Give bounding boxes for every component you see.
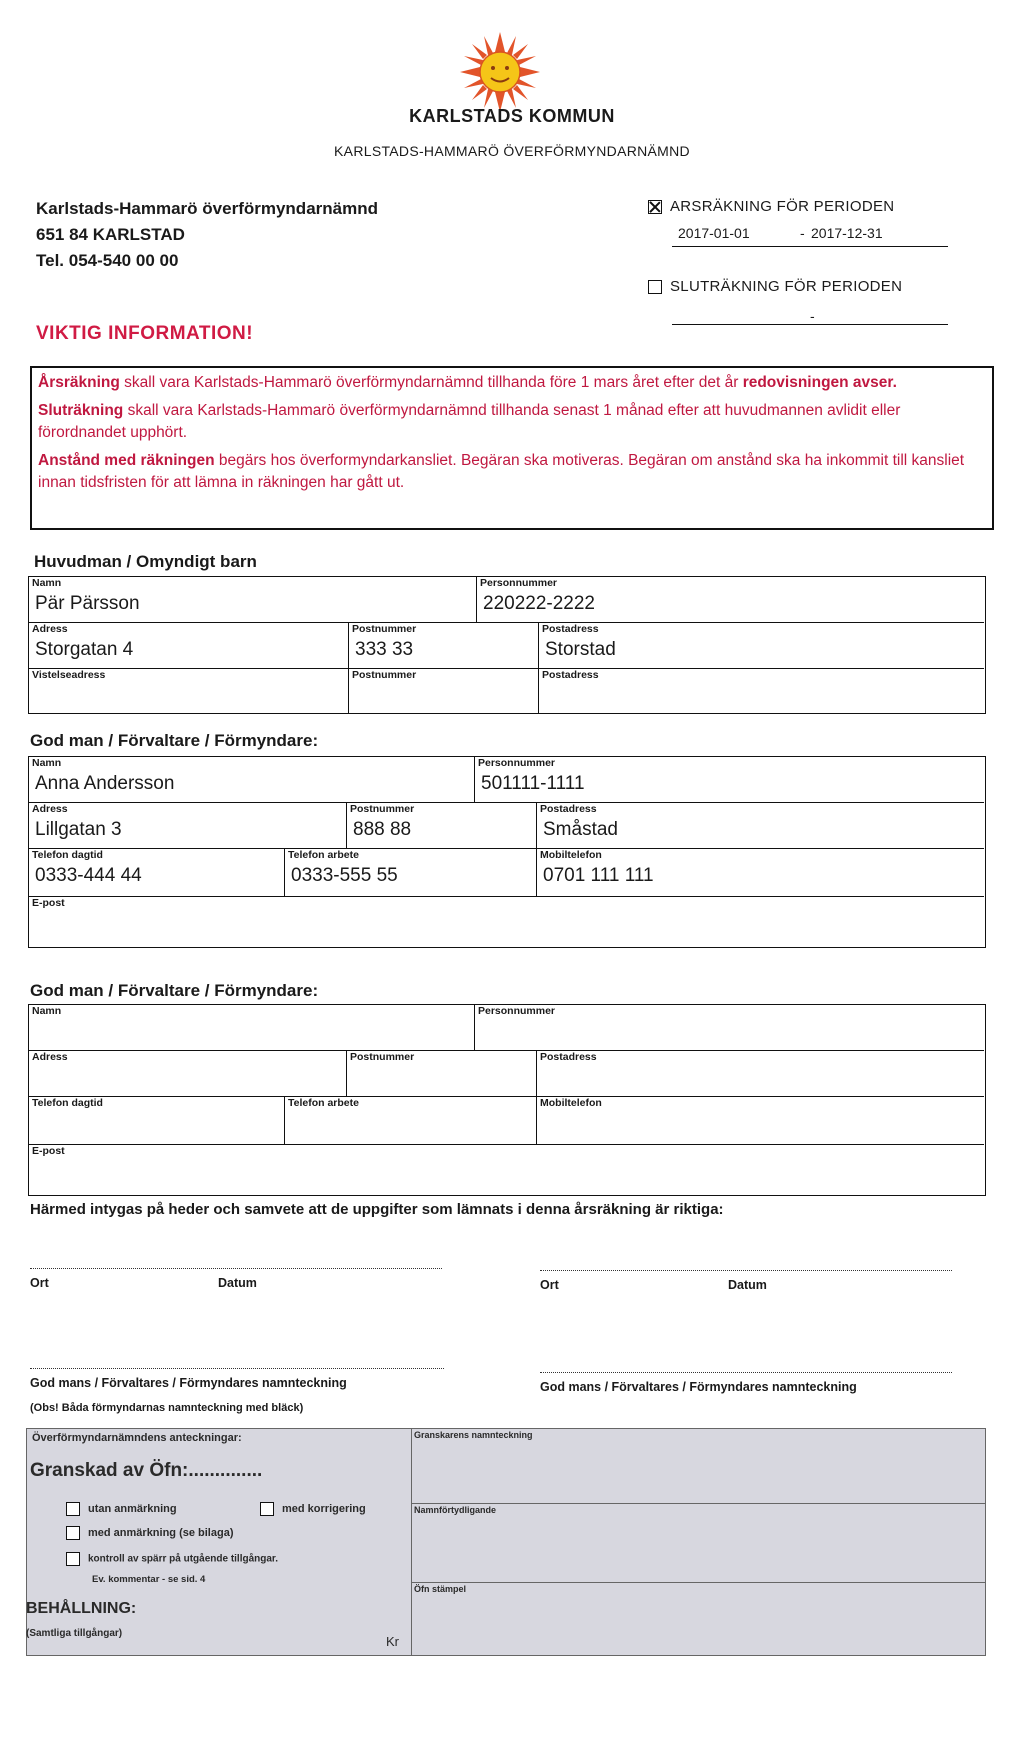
info-text: begärs hos överformyndarkansliet. Begäran ska motiveras. Begäran om anstånd ska ha inkommit till kansliet innan tidsfristen för att lämna in räkningen har gått ut. <box>38 452 965 491</box>
arsrakning-option[interactable] <box>648 198 894 216</box>
postnummer2-field[interactable] <box>349 669 539 713</box>
org-name: KARLSTADS KOMMUN <box>409 106 615 126</box>
field-value: 888 88 <box>353 819 412 840</box>
adress-field[interactable] <box>29 623 349 669</box>
field-label: Postadress <box>542 669 599 681</box>
med-korr-label: med korrigering <box>282 1502 366 1515</box>
field-value: Småstad <box>543 819 618 840</box>
godman1-heading: God man / Förvaltare / Förmyndare: <box>30 731 319 750</box>
field-label: Namn <box>32 757 62 769</box>
postnummer-field[interactable] <box>349 623 539 669</box>
arsrakning-to[interactable]: 2017-12-31 <box>811 225 883 241</box>
telefon-arbete-field[interactable] <box>285 1097 537 1145</box>
namn-field[interactable] <box>29 1005 475 1051</box>
slutrakning-checkbox[interactable] <box>648 280 662 294</box>
postadress-field[interactable] <box>537 803 984 849</box>
field-label: Adress <box>32 803 68 815</box>
important-heading: VIKTIG INFORMATION! <box>36 323 254 344</box>
arsrakning-label: ARSRÄKNING FÖR PERIODEN <box>670 198 895 215</box>
ort-label: Ort <box>30 1276 49 1290</box>
field-value: Storgatan 4 <box>35 639 134 660</box>
godman2-grid <box>28 1004 986 1196</box>
godman2-heading: God man / Förvaltare / Förmyndare: <box>30 981 319 1000</box>
org-subtitle: KARLSTADS-HAMMARÖ ÖVERFÖRMYNDARNÄMND <box>334 143 690 159</box>
utan-label: utan anmärkning <box>88 1502 177 1515</box>
arsrakning-checkbox[interactable] <box>648 200 662 214</box>
field-label: Telefon arbete <box>288 1097 359 1109</box>
ofn-stampel-label: Öfn stämpel <box>414 1584 467 1594</box>
namn-field[interactable] <box>29 757 475 803</box>
field-label: Personnummer <box>480 577 558 589</box>
field-label: Mobiltelefon <box>540 849 602 861</box>
granskad-label: Granskad av Öfn:.............. <box>30 1460 263 1481</box>
utan-checkbox[interactable] <box>66 1502 80 1516</box>
field-label: Vistelseadress <box>32 669 106 681</box>
kontroll-checkbox[interactable] <box>66 1552 80 1566</box>
mobiltelefon-field[interactable] <box>537 849 984 897</box>
godman1-grid <box>28 756 986 948</box>
period-separator: - <box>800 225 805 241</box>
ort-label: Ort <box>540 1278 559 1292</box>
huvudman-grid <box>28 576 986 714</box>
postnummer-field[interactable] <box>347 803 537 849</box>
kr-label: Kr <box>386 1634 399 1649</box>
granskarens-label: Granskarens namnteckning <box>414 1430 533 1440</box>
field-label: Postnummer <box>350 1051 415 1063</box>
important-info-box <box>30 366 994 530</box>
vistelseadress-field[interactable] <box>29 669 349 713</box>
info-bold: Anstånd med räkningen <box>38 452 215 469</box>
kommentar-note: Ev. kommentar - se sid. 4 <box>92 1574 206 1585</box>
adress-field[interactable] <box>29 1051 347 1097</box>
med-korr-checkbox[interactable] <box>260 1502 274 1516</box>
postadress-field[interactable] <box>537 1051 984 1097</box>
antackningar-label: Överförmyndarnämndens anteckningar: <box>32 1432 242 1444</box>
kontroll-option[interactable] <box>66 1552 278 1566</box>
address-line: 651 84 KARLSTAD <box>36 225 185 244</box>
utan-option[interactable] <box>66 1502 177 1516</box>
med-anm-label: med anmärkning (se bilaga) <box>88 1526 234 1539</box>
signature-label: God mans / Förvaltares / Förmyndares namnteckning <box>540 1380 857 1394</box>
field-value: Lillgatan 3 <box>35 819 122 840</box>
field-label: Postadress <box>542 623 599 635</box>
info-bold: redovisningen avser. <box>742 374 897 391</box>
field-label: Telefon arbete <box>288 849 359 861</box>
obs-note: (Obs! Båda förmyndarnas namnteckning med bläck) <box>30 1402 304 1414</box>
slutrakning-option[interactable] <box>648 278 902 296</box>
field-value: 0333-555 55 <box>291 865 398 886</box>
ort-datum-line-right[interactable] <box>540 1270 952 1271</box>
epost-field[interactable] <box>29 1145 984 1194</box>
datum-label: Datum <box>728 1278 767 1292</box>
field-label: Personnummer <box>478 1005 556 1017</box>
behallning-label: BEHÅLLNING: <box>26 1600 137 1617</box>
field-label: E-post <box>32 897 65 909</box>
info-paragraph <box>38 372 986 394</box>
intyg-text: Härmed intygas på heder och samvete att de uppgifter som lämnats i denna årsräkning är riktiga: <box>30 1201 724 1218</box>
postadress2-field[interactable] <box>539 669 984 713</box>
med-korr-option[interactable] <box>260 1502 366 1516</box>
info-text: skall vara Karlstads-Hammarö överförmyndarnämnd tillhanda före 1 mars året efter det år <box>119 374 743 391</box>
info-text: skall vara Karlstads-Hammarö överförmyndarnämnd tillhanda senast 1 månad efter att huvudmannen avlidit eller förordnandet upphört. <box>38 402 901 441</box>
telefon-dagtid-field[interactable] <box>29 1097 285 1145</box>
namn-field[interactable] <box>29 577 477 623</box>
info-paragraph <box>38 450 986 494</box>
ofn-stampel-box[interactable] <box>411 1582 986 1656</box>
huvudman-heading: Huvudman / Omyndigt barn <box>34 552 257 571</box>
field-value: 220222-2222 <box>483 593 595 614</box>
field-label: Adress <box>32 1051 68 1063</box>
field-value: Storstad <box>545 639 616 660</box>
info-bold: Sluträkning <box>38 402 124 419</box>
info-bold: Årsräkning <box>38 374 120 391</box>
personnummer-field[interactable] <box>475 757 984 803</box>
mobiltelefon-field[interactable] <box>537 1097 984 1145</box>
med-anm-option[interactable] <box>66 1526 233 1540</box>
field-value: 0701 111 111 <box>543 865 654 886</box>
signature-label: God mans / Förvaltares / Förmyndares namnteckning <box>30 1376 347 1390</box>
field-label: Namn <box>32 577 62 589</box>
field-label: Postnummer <box>352 669 417 681</box>
field-label: Postadress <box>540 803 597 815</box>
slutrakning-label: SLUTRÄKNING FÖR PERIODEN <box>670 278 903 295</box>
field-value: 0333-444 44 <box>35 865 142 886</box>
field-label: Adress <box>32 623 68 635</box>
sun-logo-icon <box>460 32 540 112</box>
postadress-field[interactable] <box>539 623 984 669</box>
field-label: Mobiltelefon <box>540 1097 602 1109</box>
personnummer-field[interactable] <box>477 577 984 623</box>
field-label: Postnummer <box>352 623 417 635</box>
postnummer-field[interactable] <box>347 1051 537 1097</box>
datum-label: Datum <box>218 1276 257 1290</box>
behallning-sub: (Samtliga tillgångar) <box>26 1628 123 1639</box>
address-line: Karlstads-Hammarö överförmyndarnämnd <box>36 199 378 218</box>
info-paragraph <box>38 400 986 444</box>
slutrakning-underline[interactable] <box>672 324 948 325</box>
field-label: Postadress <box>540 1051 597 1063</box>
address-line: Tel. 054-540 00 00 <box>36 251 179 270</box>
med-anm-checkbox[interactable] <box>66 1526 80 1540</box>
arsrakning-from[interactable]: 2017-01-01 <box>678 225 750 241</box>
field-label: Telefon dagtid <box>32 849 103 861</box>
period-underline <box>672 246 948 247</box>
telefon-arbete-field[interactable] <box>285 849 537 897</box>
personnummer-field[interactable] <box>475 1005 984 1051</box>
signature-line-left[interactable] <box>30 1368 444 1369</box>
field-label: Personnummer <box>478 757 556 769</box>
field-label: Telefon dagtid <box>32 1097 103 1109</box>
telefon-dagtid-field[interactable] <box>29 849 285 897</box>
field-label: Postnummer <box>350 803 415 815</box>
field-value: Pär Pärsson <box>35 593 140 614</box>
signature-line-right[interactable] <box>540 1372 952 1373</box>
field-value: 333 33 <box>355 639 414 660</box>
namnfortydligande-label: Namnförtydligande <box>414 1505 497 1515</box>
field-label: Namn <box>32 1005 62 1017</box>
period-separator: - <box>810 308 815 324</box>
kontroll-label: kontroll av spärr på utgående tillgångar. <box>88 1553 279 1565</box>
adress-field[interactable] <box>29 803 347 849</box>
field-label: E-post <box>32 1145 65 1157</box>
ort-datum-line-left[interactable] <box>30 1268 442 1269</box>
epost-field[interactable] <box>29 897 984 946</box>
sender-address <box>36 196 378 274</box>
field-value: Anna Andersson <box>35 773 175 794</box>
field-value: 501111-1111 <box>481 773 585 794</box>
namnfortydligande-box[interactable] <box>411 1503 986 1583</box>
